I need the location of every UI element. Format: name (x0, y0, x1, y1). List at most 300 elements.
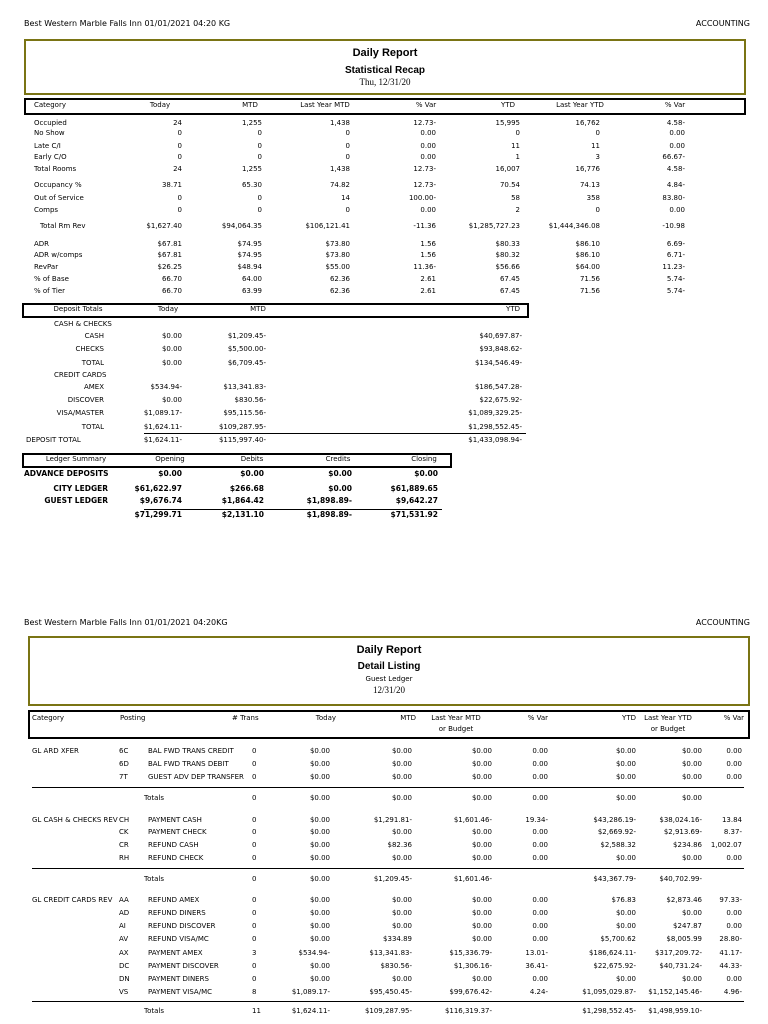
stat-category: Comps (34, 206, 59, 214)
detail-row (0, 772, 768, 782)
deposit-label: CASH (84, 332, 104, 340)
detail-value: 0 (252, 828, 257, 836)
detail-value: 3 (252, 949, 257, 957)
stat-col-header: MTD (242, 101, 258, 109)
posting-name: REFUND AMEX (148, 896, 200, 904)
stat-value: 58 (511, 194, 520, 202)
stat-value: 11 (511, 142, 520, 150)
detail-value: $0.00 (615, 909, 636, 917)
detail-value: 0 (252, 935, 257, 943)
detail-value: $0.00 (309, 841, 330, 849)
detail-value: $0.00 (471, 922, 492, 930)
stat-value: 1,438 (329, 119, 350, 127)
detail-value: $0.00 (309, 909, 330, 917)
detail-value: $0.00 (391, 773, 412, 781)
posting-code: CH (119, 816, 130, 824)
posting-name: REFUND CASH (148, 841, 199, 849)
posting-name: REFUND DINERS (148, 909, 206, 917)
deposit-row (0, 408, 768, 418)
stat-value: 0 (257, 153, 262, 161)
page2-subtitle: Detail Listing (357, 661, 421, 672)
stat-value: 12.73- (413, 119, 436, 127)
report-header-right: ACCOUNTING (695, 19, 750, 28)
detail-row (0, 987, 768, 997)
totals-value: 0.00 (532, 794, 548, 802)
stat-value: 66.70 (161, 275, 182, 283)
detail-category: GL CREDIT CARDS REV (32, 896, 113, 904)
stat-value: 1 (515, 153, 520, 161)
detail-value: $0.00 (309, 854, 330, 862)
detail-value: $0.00 (471, 975, 492, 983)
detail-value: 0.00 (532, 828, 548, 836)
detail-value: $8,005.99 (666, 935, 702, 943)
detail-value: 0.00 (726, 975, 742, 983)
deposit-value: $134,546.49- (474, 359, 522, 367)
ledger-col-header: Closing (411, 455, 437, 463)
stat-value: 11 (591, 142, 600, 150)
deposit-value: $93,848.62- (479, 345, 522, 353)
posting-code: 7T (119, 773, 128, 781)
detail-value: 13.01- (525, 949, 548, 957)
totals-label: Totals (144, 794, 164, 802)
detail-value: $0.00 (615, 922, 636, 930)
stat-value: 62.36 (329, 275, 350, 283)
ledger-value: $0.00 (328, 484, 352, 493)
deposit-value: $1,298,552.45- (468, 423, 522, 431)
detail-value: $0.00 (471, 773, 492, 781)
stat-value: 63.99 (241, 287, 262, 295)
stat-value: 4.58- (666, 165, 685, 173)
stat-value: 66.70 (161, 287, 182, 295)
stat-value: 1,438 (329, 165, 350, 173)
stat-value: 24 (173, 119, 182, 127)
stat-value: $48.94 (237, 263, 262, 271)
detail-value: 0.00 (532, 854, 548, 862)
detail-totals-row (0, 793, 768, 803)
stat-category: % of Base (34, 275, 69, 283)
ledger-label: ADVANCE DEPOSITS (24, 469, 109, 478)
detail-totals-row (0, 1006, 768, 1016)
detail-value: 0 (252, 760, 257, 768)
totals-value: $0.00 (391, 794, 412, 802)
stat-value: 1.56 (420, 240, 436, 248)
totals-value: $116,319.37- (444, 1007, 492, 1015)
deposit-value: $0.00 (161, 332, 182, 340)
page2-header-left: Best Western Marble Falls Inn 01/01/2021 04:20KG (24, 618, 228, 627)
detail-value: 0 (252, 922, 257, 930)
stat-value: $73.80 (325, 240, 350, 248)
page2-title: Daily Report (356, 644, 422, 656)
deposit-col-header: Deposit Totals (53, 305, 103, 313)
stat-row (0, 205, 768, 215)
deposit-value: $186,547.28- (474, 383, 522, 391)
stat-col-header: YTD (501, 101, 515, 109)
stat-value: 2.61 (420, 275, 436, 283)
stat-value: -11.36 (413, 222, 436, 230)
ledger-value: $0.00 (240, 469, 264, 478)
ledger-label: CITY LEDGER (53, 484, 108, 493)
detail-value: $2,669.92- (597, 828, 636, 836)
page2-date: 12/31/20 (372, 685, 405, 695)
stat-value: 71.56 (579, 275, 600, 283)
stat-col-header: Category (34, 101, 66, 109)
detail-value: $22,675.92- (593, 962, 636, 970)
detail-value: $0.00 (309, 760, 330, 768)
detail-value: 1,002.07 (710, 841, 742, 849)
stat-row (0, 221, 768, 231)
totals-value: $0.00 (471, 794, 492, 802)
stat-value: 0 (177, 194, 182, 202)
totals-value: $43,367.79- (593, 875, 636, 883)
detail-value: $317,209.72- (654, 949, 702, 957)
detail-col-header: Today (315, 714, 336, 722)
totals-label: Totals (144, 1007, 164, 1015)
stat-value: $74.95 (237, 240, 262, 248)
posting-code: 6C (119, 747, 129, 755)
posting-name: PAYMENT VISA/MC (148, 988, 212, 996)
posting-code: AX (119, 949, 129, 957)
stat-col-header: % Var (664, 101, 686, 109)
detail-value: $0.00 (681, 747, 702, 755)
detail-value: $1,291.81- (373, 816, 412, 824)
deposit-value: $95,115.56- (223, 409, 266, 417)
stat-value: 0 (345, 129, 350, 137)
totals-value: 0 (252, 794, 257, 802)
stat-value: 0.00 (669, 129, 685, 137)
detail-value: 13.84 (721, 816, 742, 824)
detail-value: $0.00 (309, 962, 330, 970)
deposit-value: $1,089,329.25- (468, 409, 522, 417)
totals-value: $40,702.99- (659, 875, 702, 883)
report-title: Daily Report (352, 47, 418, 59)
stat-value: 16,762 (575, 119, 600, 127)
deposit-label: TOTAL (81, 359, 104, 367)
stat-value: 62.36 (329, 287, 350, 295)
ledger-value: $266.68 (229, 484, 264, 493)
detail-col-header-sub: or Budget (438, 725, 474, 733)
detail-row (0, 853, 768, 863)
deposit-value: $534.94- (150, 383, 182, 391)
deposit-label: VISA/MASTER (56, 409, 104, 417)
detail-col-header-sub: or Budget (650, 725, 686, 733)
stat-category: ADR w/comps (34, 251, 83, 259)
detail-value: 0.00 (532, 922, 548, 930)
stat-value: 1,255 (241, 165, 262, 173)
detail-value: $0.00 (681, 975, 702, 983)
totals-value: 0 (252, 875, 257, 883)
ledger-value: $61,622.97 (134, 484, 182, 493)
stat-category: RevPar (34, 263, 59, 271)
deposit-row (0, 422, 768, 432)
detail-value: $234.86 (673, 841, 702, 849)
detail-value: 0 (252, 909, 257, 917)
detail-value: $0.00 (471, 896, 492, 904)
detail-value: 4.96- (723, 988, 742, 996)
detail-value: $0.00 (391, 828, 412, 836)
detail-value: 0 (252, 816, 257, 824)
stat-value: 11.23- (662, 263, 685, 271)
detail-row (0, 921, 768, 931)
detail-value: $38,024.16- (659, 816, 702, 824)
detail-value: $0.00 (471, 828, 492, 836)
detail-value: 19.34- (525, 816, 548, 824)
detail-value: 0.00 (726, 922, 742, 930)
stat-value: $1,627.40 (146, 222, 182, 230)
deposit-row (0, 331, 768, 341)
stat-value: 3 (595, 153, 600, 161)
stat-value: 0 (257, 194, 262, 202)
posting-name: GUEST ADV DEP TRANSFER (148, 773, 244, 781)
deposit-value: $1,089.17- (143, 409, 182, 417)
detail-value: $534.94- (298, 949, 330, 957)
ledger-total-row (0, 510, 768, 520)
totals-value: $0.00 (309, 794, 330, 802)
deposit-label: CHECKS (75, 345, 104, 353)
stat-value: 16,776 (575, 165, 600, 173)
stat-value: 6.71- (666, 251, 685, 259)
deposit-row (0, 370, 768, 380)
detail-value: $0.00 (391, 760, 412, 768)
deposit-label: CREDIT CARDS (54, 371, 107, 379)
detail-value: $0.00 (681, 909, 702, 917)
detail-value: $0.00 (309, 935, 330, 943)
stat-value: 0 (177, 142, 182, 150)
totals-value: $1,298,552.45- (582, 1007, 636, 1015)
posting-name: PAYMENT CASH (148, 816, 202, 824)
deposit-label: CASH & CHECKS (54, 320, 112, 328)
detail-value: $0.00 (391, 975, 412, 983)
detail-value: 36.41- (525, 962, 548, 970)
detail-row (0, 974, 768, 984)
stat-value: 0.00 (420, 129, 436, 137)
stat-category: Total Rooms (34, 165, 77, 173)
stat-value: $55.00 (325, 263, 350, 271)
deposit-row (0, 395, 768, 405)
detail-col-header: MTD (400, 714, 416, 722)
posting-code: AV (119, 935, 129, 943)
detail-value: $0.00 (391, 909, 412, 917)
detail-value: $0.00 (615, 747, 636, 755)
stat-value: $86.10 (575, 251, 600, 259)
posting-code: AD (119, 909, 130, 917)
deposit-value: $109,287.95- (218, 423, 266, 431)
posting-code: DN (119, 975, 130, 983)
detail-row (0, 948, 768, 958)
ledger-total-value: $1,898.89- (306, 510, 352, 519)
stat-value: 0 (177, 206, 182, 214)
stat-value: 14 (341, 194, 350, 202)
deposit-label: TOTAL (81, 423, 104, 431)
deposit-row (0, 319, 768, 329)
stat-category: Early C/O (34, 153, 67, 161)
detail-value: $0.00 (309, 975, 330, 983)
stat-value: 1.56 (420, 251, 436, 259)
stat-category: % of Tier (34, 287, 66, 295)
deposit-value: $1,433,098.94- (468, 436, 522, 444)
stat-category: Total Rm Rev (40, 222, 86, 230)
detail-value: $2,873.46 (666, 896, 702, 904)
stat-value: 71.56 (579, 287, 600, 295)
deposit-value: $1,624.11- (143, 423, 182, 431)
stat-row (0, 193, 768, 203)
detail-value: $43,286.19- (593, 816, 636, 824)
ledger-col-header: Ledger Summary (45, 455, 107, 463)
stat-value: $1,285,727.23 (468, 222, 520, 230)
stat-value: $67.81 (157, 240, 182, 248)
ledger-label: GUEST LEDGER (44, 496, 108, 505)
stat-value: 0 (257, 129, 262, 137)
detail-category: GL CASH & CHECKS REV (32, 816, 118, 824)
ledger-value: $0.00 (328, 469, 352, 478)
detail-value: 0 (252, 747, 257, 755)
stat-value: 24 (173, 165, 182, 173)
ledger-row (0, 484, 768, 494)
deposit-row (0, 435, 768, 445)
posting-name: PAYMENT AMEX (148, 949, 203, 957)
detail-value: $2,588.32 (600, 841, 636, 849)
deposit-value: $0.00 (161, 396, 182, 404)
stat-value: 0 (595, 206, 600, 214)
stat-value: 5.74- (666, 287, 685, 295)
stat-value: 0 (177, 129, 182, 137)
detail-value: $1,601.46- (453, 816, 492, 824)
detail-value: 0.00 (532, 909, 548, 917)
stat-value: 0 (345, 142, 350, 150)
stat-category: Out of Service (34, 194, 84, 202)
detail-row (0, 908, 768, 918)
stat-col-header: Today (149, 101, 171, 109)
detail-value: $830.56- (380, 962, 412, 970)
stat-value: 1,255 (241, 119, 262, 127)
stat-value: $26.25 (157, 263, 182, 271)
deposit-label: DISCOVER (67, 396, 104, 404)
posting-name: PAYMENT CHECK (148, 828, 207, 836)
stat-value: $80.32 (495, 251, 520, 259)
stat-col-header: % Var (415, 101, 437, 109)
detail-value: 0.00 (532, 841, 548, 849)
deposit-value: $115,997.40- (218, 436, 266, 444)
stat-value: $73.80 (325, 251, 350, 259)
detail-value: $1,095,029.87- (582, 988, 636, 996)
stat-value: 6.69- (666, 240, 685, 248)
detail-value: $0.00 (471, 854, 492, 862)
detail-value: $0.00 (309, 773, 330, 781)
stat-value: 0.00 (669, 142, 685, 150)
deposit-label: DEPOSIT TOTAL (26, 436, 81, 444)
stat-row (0, 141, 768, 151)
ledger-row (0, 469, 768, 479)
deposit-value: $0.00 (161, 359, 182, 367)
stat-value: 67.45 (499, 287, 520, 295)
ledger-total-value: $71,531.92 (390, 510, 438, 519)
stat-value: 83.80- (662, 194, 685, 202)
detail-col-header: Posting (120, 714, 146, 722)
detail-value: $0.00 (615, 760, 636, 768)
deposit-label: AMEX (83, 383, 104, 391)
posting-code: 6D (119, 760, 129, 768)
stat-row (0, 180, 768, 190)
deposit-value: $40,697.87- (479, 332, 522, 340)
detail-value: 0.00 (726, 747, 742, 755)
totals-value: $1,624.11- (291, 1007, 330, 1015)
stat-value: 4.58- (666, 119, 685, 127)
stat-value: 66.67- (662, 153, 685, 161)
ledger-value: $61,889.65 (390, 484, 438, 493)
deposit-total-rule (144, 433, 526, 434)
posting-name: REFUND DISCOVER (148, 922, 216, 930)
stat-value: 74.13 (579, 181, 600, 189)
detail-row (0, 934, 768, 944)
detail-value: $0.00 (391, 896, 412, 904)
totals-value: $0.00 (309, 875, 330, 883)
detail-value: $1,152,145.46- (648, 988, 702, 996)
deposit-value: $830.56- (234, 396, 266, 404)
deposit-value: $0.00 (161, 345, 182, 353)
detail-category: GL ARD XFER (32, 747, 79, 755)
deposit-value: $1,209.45- (227, 332, 266, 340)
page2-ledger-name: Guest Ledger (365, 675, 413, 683)
detail-value: $0.00 (391, 854, 412, 862)
stat-value: $94,064.35 (221, 222, 262, 230)
stat-category: No Show (34, 129, 65, 137)
detail-value: 0 (252, 896, 257, 904)
stat-value: 4.84- (666, 181, 685, 189)
posting-code: DC (119, 962, 130, 970)
stat-row (0, 152, 768, 162)
detail-value: $0.00 (471, 909, 492, 917)
detail-value: $95,450.45- (369, 988, 412, 996)
report-header-left: Best Western Marble Falls Inn 01/01/2021 04:20 KG (24, 19, 231, 28)
stat-value: 0.00 (420, 153, 436, 161)
detail-row (0, 840, 768, 850)
stat-col-header: Last Year MTD (300, 101, 350, 109)
posting-name: BAL FWD TRANS CREDIT (148, 747, 234, 755)
detail-value: $0.00 (681, 854, 702, 862)
stat-value: $74.95 (237, 251, 262, 259)
stat-value: 15,995 (495, 119, 520, 127)
detail-value: $247.87 (673, 922, 702, 930)
stat-value: 0.00 (420, 206, 436, 214)
stat-value: 5.74- (666, 275, 685, 283)
ledger-value: $0.00 (158, 469, 182, 478)
detail-totals-row (0, 874, 768, 884)
detail-value: $1,306.16- (453, 962, 492, 970)
deposit-col-header: MTD (250, 305, 266, 313)
report-date: Thu, 12/31/20 (359, 77, 411, 87)
detail-value: $0.00 (309, 922, 330, 930)
posting-code: AI (119, 922, 126, 930)
stat-value: $106,121.41 (305, 222, 350, 230)
detail-value: $186,624.11- (588, 949, 636, 957)
stat-value: 70.54 (499, 181, 520, 189)
detail-row (0, 746, 768, 756)
stat-value: 16,007 (495, 165, 520, 173)
deposit-col-header: Today (157, 305, 179, 313)
stat-category: Occupied (34, 119, 67, 127)
deposit-value: $5,500.00- (227, 345, 266, 353)
totals-value: $0.00 (615, 794, 636, 802)
stat-category: Occupancy % (34, 181, 82, 189)
totals-value: $0.00 (681, 794, 702, 802)
ledger-value: $9,642.27 (395, 496, 438, 505)
detail-row (0, 815, 768, 825)
stat-col-header: Last Year YTD (556, 101, 604, 109)
ledger-value: $1,898.89- (306, 496, 352, 505)
detail-value: $2,913.69- (663, 828, 702, 836)
ledger-row (0, 496, 768, 506)
stat-value: $56.66 (495, 263, 520, 271)
detail-value: $0.00 (681, 760, 702, 768)
